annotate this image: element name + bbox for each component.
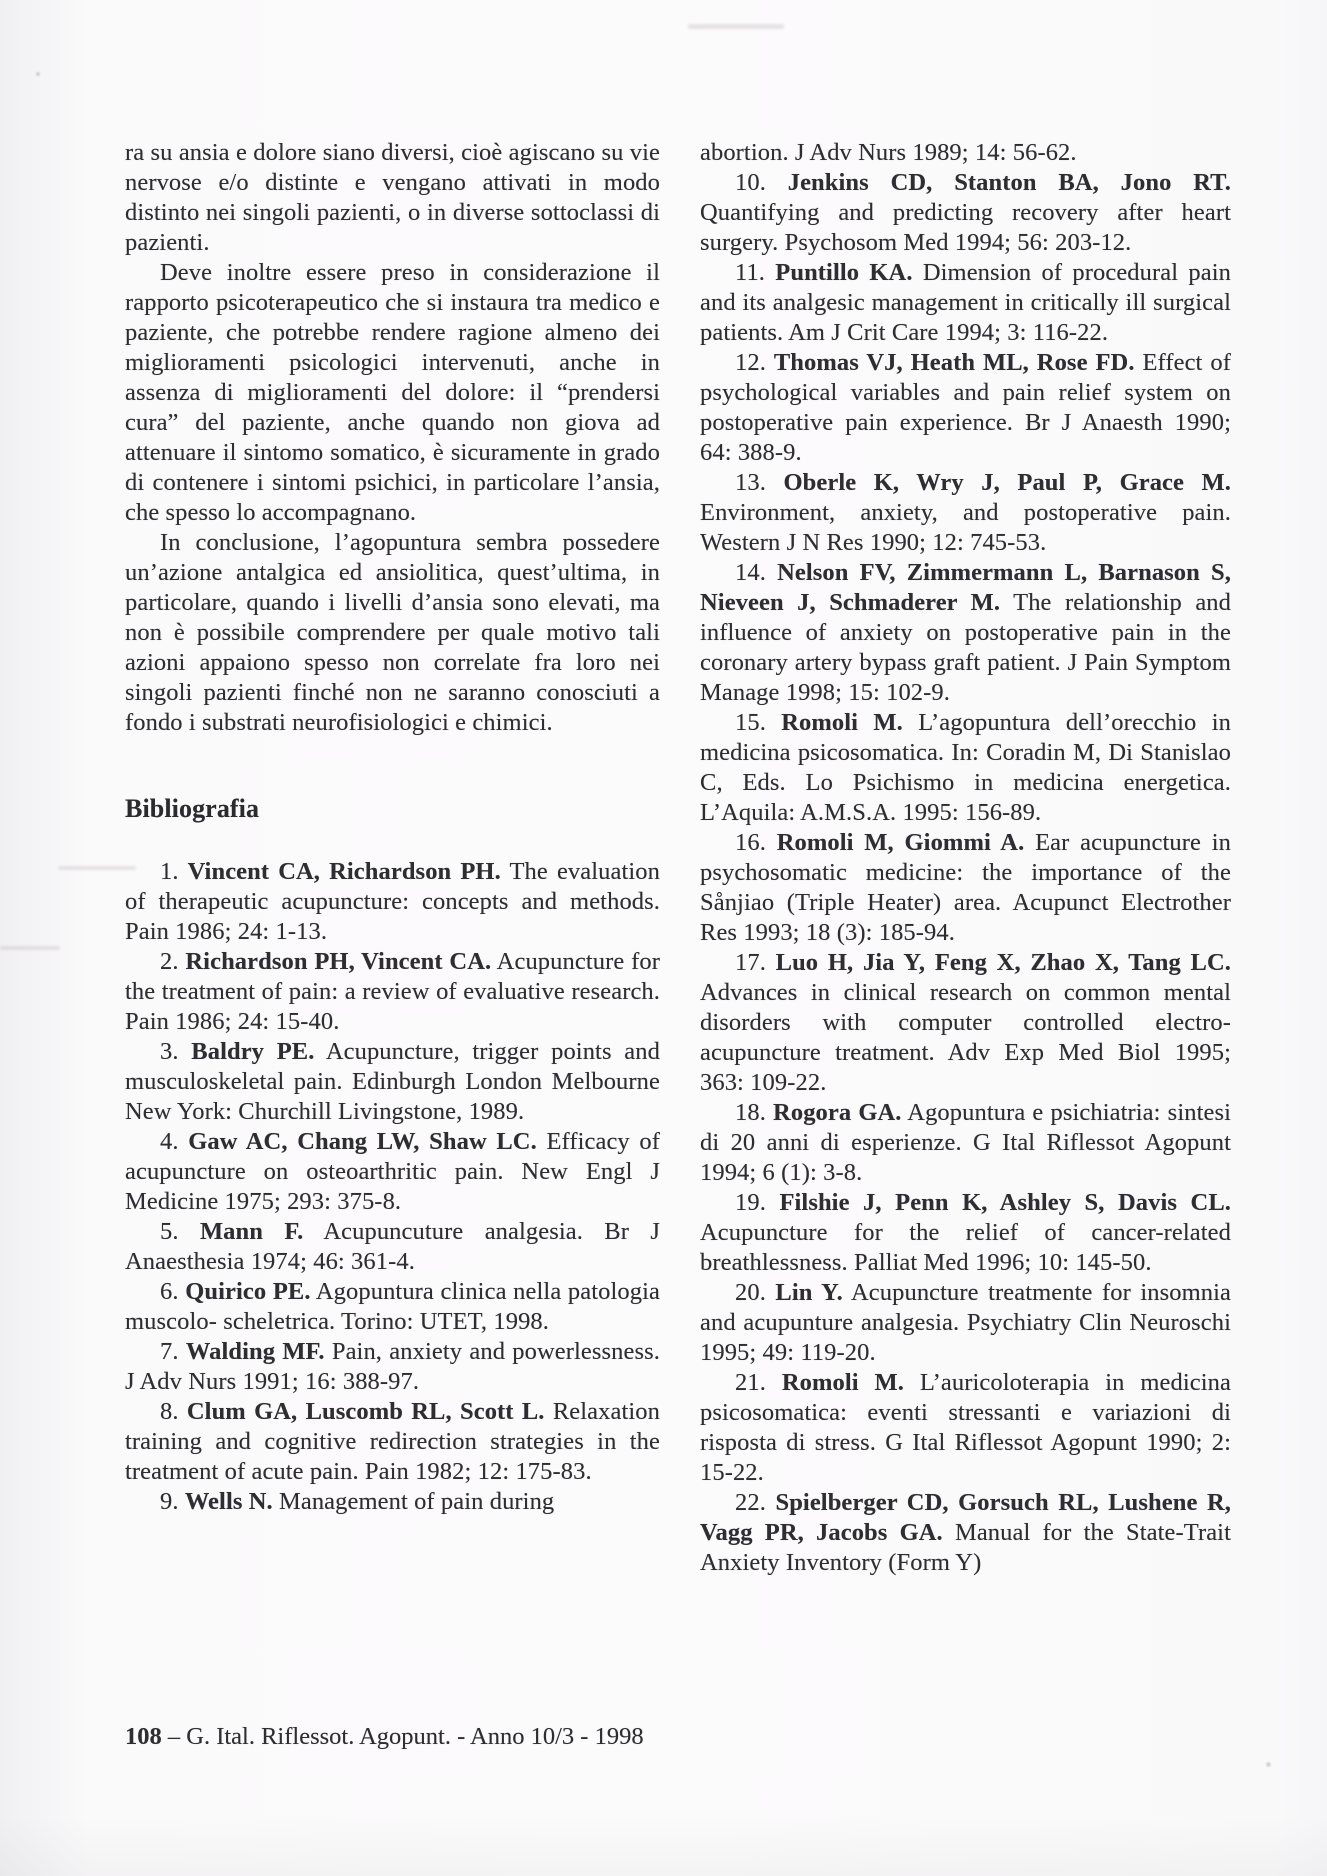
reference-number: 20. (735, 1279, 776, 1306)
reference-item: 12. Thomas VJ, Heath ML, Rose FD. Effect of psychological variables and pain relief system on postoperative pain experience. Br J Anaesth 1990; 64: 388-9. (700, 349, 1231, 466)
reference-item: 7. Walding MF. Pain, anxiety and powerlessness. J Adv Nurs 1991; 16: 388-97. (125, 1338, 660, 1395)
reference-number: 6. (160, 1278, 186, 1305)
reference-number: 8. (160, 1398, 187, 1425)
reference-number: 18. (735, 1099, 774, 1126)
scan-smudge (688, 24, 784, 29)
reference-authors: Spielberger CD, Gorsuch RL, Lushene R, Vagg PR, Jacobs GA. (700, 1489, 1231, 1546)
scan-smudge (0, 946, 60, 950)
references-list-left (125, 857, 660, 1517)
reference-item: 19. Filshie J, Penn K, Ashley S, Davis CL. Acupuncture for the relief of cancer-related breathlessness. Palliat Med 1996; 10: 145-50. (700, 1189, 1231, 1276)
reference-number: 16. (735, 829, 777, 856)
reference-item: 2. Richardson PH, Vincent CA. Acupuncture for the treatment of pain: a review of evaluative research. Pain 1986; 24: 15-40. (125, 948, 660, 1035)
reference-item: 10. Jenkins CD, Stanton BA, Jono RT. Quantifying and predicting recovery after heart surgery. Psychosom Med 1994; 56: 203-12. (700, 169, 1232, 256)
reference-number: 2. (160, 948, 186, 975)
reference-authors: Walding MF. (185, 1338, 325, 1365)
reference-authors: Quirico PE. (185, 1278, 311, 1305)
reference-item: 5. Mann F. Acupuncuture analgesia. Br J Anaesthesia 1974; 46: 361-4. (125, 1218, 660, 1275)
reference-continuation-line: abortion. J Adv Nurs 1989; 14: 56-62. (700, 139, 1077, 166)
journal-info: – G. Ital. Riflessot. Agopunt. - Anno 10/3 - 1998 (167, 1723, 644, 1750)
reference-authors: Filshie J, Penn K, Ashley S, Davis CL. (779, 1189, 1231, 1216)
reference-number: 9. (160, 1488, 185, 1515)
reference-number: 5. (160, 1218, 200, 1245)
reference-item: 20. Lin Y. Acupuncture treatmente for insomnia and acupunture analgesia. Psychiatry Clin Neuroschi 1995; 49: 119-20. (700, 1279, 1231, 1366)
body-paragraph: In conclusione, l’agopuntura sembra possedere un’azione antalgica ed ansiolitica, quest’ultima, in particolare, quando i livelli d’ansia sono elevati, ma non è possibile comprendere per quale motivo tali azioni appaiono spesso non correlate fra loro nei singoli pazienti finché non ne saranno conosciuti a fondo i substrati neurofisiologici e chimici. (125, 529, 660, 736)
reference-authors: Romoli M, Giommi A. (776, 829, 1025, 856)
body-paragraph: ra su ansia e dolore siano diversi, cioè agiscano su vie nervose e/o distinte e vengano attivati in modo distinto nei singoli pazienti, o in diverse sottoclassi di pazienti. (125, 139, 660, 256)
reference-authors: Clum GA, Luscomb RL, Scott L. (186, 1398, 545, 1425)
reference-authors: Lin Y. (775, 1279, 843, 1306)
reference-item: 6. Quirico PE. Agopuntura clinica nella patologia muscolo- scheletrica. Torino: UTET, 1998. (125, 1278, 660, 1335)
reference-number: 21. (735, 1369, 782, 1396)
reference-authors: Puntillo KA. (775, 259, 913, 286)
reference-item: 9. Wells N. Management of pain during (160, 1488, 555, 1515)
reference-number: 12. (735, 349, 774, 376)
reference-item: 15. Romoli M. L’agopuntura dell’orecchio in medicina psicosomatica. In: Coradin M, Di Stanislao C, Eds. Lo Psichismo in medicina energetica. L’Aquila: A.M.S.A. 1995: 156-89. (700, 709, 1231, 826)
reference-number: 4. (160, 1128, 189, 1155)
reference-item: 17. Luo H, Jia Y, Feng X, Zhao X, Tang LC. Advances in clinical research on common mental disorders with computer controlled electro-acupuncture treatment. Adv Exp Med Biol 1995; 363: 109-22. (700, 949, 1232, 1096)
reference-item: 21. Romoli M. L’auricoloterapia in medicina psicosomatica: eventi stressanti e variazioni di risposta di stress. G Ital Riflessot Agopunt 1990; 2: 15-22. (700, 1369, 1231, 1486)
reference-authors: Luo H, Jia Y, Feng X, Zhao X, Tang LC. (775, 949, 1232, 976)
reference-item: 4. Gaw AC, Chang LW, Shaw LC. Efficacy of acupuncture on osteoarthritic pain. New Engl J Medicine 1975; 293: 375-8. (125, 1128, 660, 1215)
references-list-right (700, 168, 1231, 1578)
reference-authors: Gaw AC, Chang LW, Shaw LC. (188, 1128, 537, 1155)
reference-authors: Baldry PE. (191, 1038, 315, 1065)
scan-speck (36, 72, 40, 76)
reference-authors: Thomas VJ, Heath ML, Rose FD. (773, 349, 1135, 376)
reference-item: 22. Spielberger CD, Gorsuch RL, Lushene R, Vagg PR, Jacobs GA. Manual for the State-Trait Anxiety Inventory (Form Y) (700, 1489, 1231, 1576)
reference-item: 16. Romoli M, Giommi A. Ear acupuncture in psychosomatic medicine: the importance of the Sånjiao (Triple Heater) area. Acupunct Electrother Res 1993; 18 (3): 185-94. (700, 829, 1231, 946)
reference-item: 11. Puntillo KA. Dimension of procedural pain and its analgesic management in critically ill surgical patients. Am J Crit Care 1994; 3: 116-22. (700, 259, 1231, 346)
scan-speck (1266, 1762, 1271, 1767)
reference-item: 3. Baldry PE. Acupuncture, trigger points and musculoskeletal pain. Edinburgh London Melbourne New York: Churchill Livingstone, 1989. (125, 1038, 660, 1125)
page-number: 108 (125, 1723, 162, 1750)
reference-authors: Vincent CA, Richardson PH. (187, 858, 501, 885)
reference-item: 14. Nelson FV, Zimmermann L, Barnason S, Nieveen J, Schmaderer M. The relationship and influence of anxiety on postoperative pain in the coronary artery bypass graft patient. J Pain Symptom Manage 1998; 15: 102-9. (700, 559, 1231, 706)
reference-authors: Wells N. (184, 1488, 273, 1515)
reference-item: 8. Clum GA, Luscomb RL, Scott L. Relaxation training and cognitive redirection strategies in the treatment of acute pain. Pain 1982; 12: 175-83. (125, 1398, 660, 1485)
reference-authors: Richardson PH, Vincent CA. (185, 948, 492, 975)
reference-authors: Romoli M. (781, 709, 903, 736)
reference-item: 1. Vincent CA, Richardson PH. The evaluation of therapeutic acupuncture: concepts and methods. Pain 1986; 24: 1-13. (125, 858, 660, 945)
reference-number: 1. (160, 858, 188, 885)
page-footer (125, 1722, 644, 1752)
reference-authors: Romoli M. (781, 1369, 904, 1396)
reference-number: 22. (735, 1489, 776, 1516)
right-column (700, 138, 1231, 1578)
reference-item: 18. Rogora GA. Agopuntura e psichiatria: sintesi di 20 anni di esperienze. G Ital Riflessot Agopunt 1994; 6 (1): 3-8. (700, 1099, 1231, 1186)
bibliography-heading: Bibliografia (125, 794, 260, 823)
body-paragraph: Deve inoltre essere preso in considerazione il rapporto psicoterapeutico che si instaura tra medico e paziente, che potrebbe rendere ragione almeno dei miglioramenti psicologici intervenuti, anche in assenza di miglioramenti del dolore: il “prendersi cura” del paziente, anche quando non giova ad attenuare il sintomo somatico, è sicuramente in grado di contenere i sintomi psichici, in particolare l’ansia, che spesso lo accompagnano. (125, 259, 660, 526)
reference-number: 11. (735, 259, 776, 286)
reference-number: 17. (735, 949, 776, 976)
reference-item: 13. Oberle K, Wry J, Paul P, Grace M. Environment, anxiety, and postoperative pain. Western J N Res 1990; 12: 745-53. (700, 469, 1231, 556)
reference-authors: Rogora GA. (773, 1099, 902, 1126)
reference-authors: Jenkins CD, Stanton BA, Jono RT. (787, 169, 1232, 196)
left-column (125, 138, 660, 1517)
reference-number: 10. (735, 169, 788, 196)
reference-number: 13. (735, 469, 784, 496)
reference-number: 19. (735, 1189, 780, 1216)
reference-authors: Nelson FV, Zimmermann L, Barnason S, Nieveen J, Schmaderer M. (700, 559, 1231, 616)
reference-number: 7. (160, 1338, 186, 1365)
reference-number: 14. (735, 559, 778, 586)
article-body-text (125, 138, 660, 738)
reference-number: 3. (160, 1038, 192, 1065)
reference-authors: Oberle K, Wry J, Paul P, Grace M. (783, 469, 1231, 496)
reference-number: 15. (735, 709, 782, 736)
reference-authors: Mann F. (199, 1218, 304, 1245)
